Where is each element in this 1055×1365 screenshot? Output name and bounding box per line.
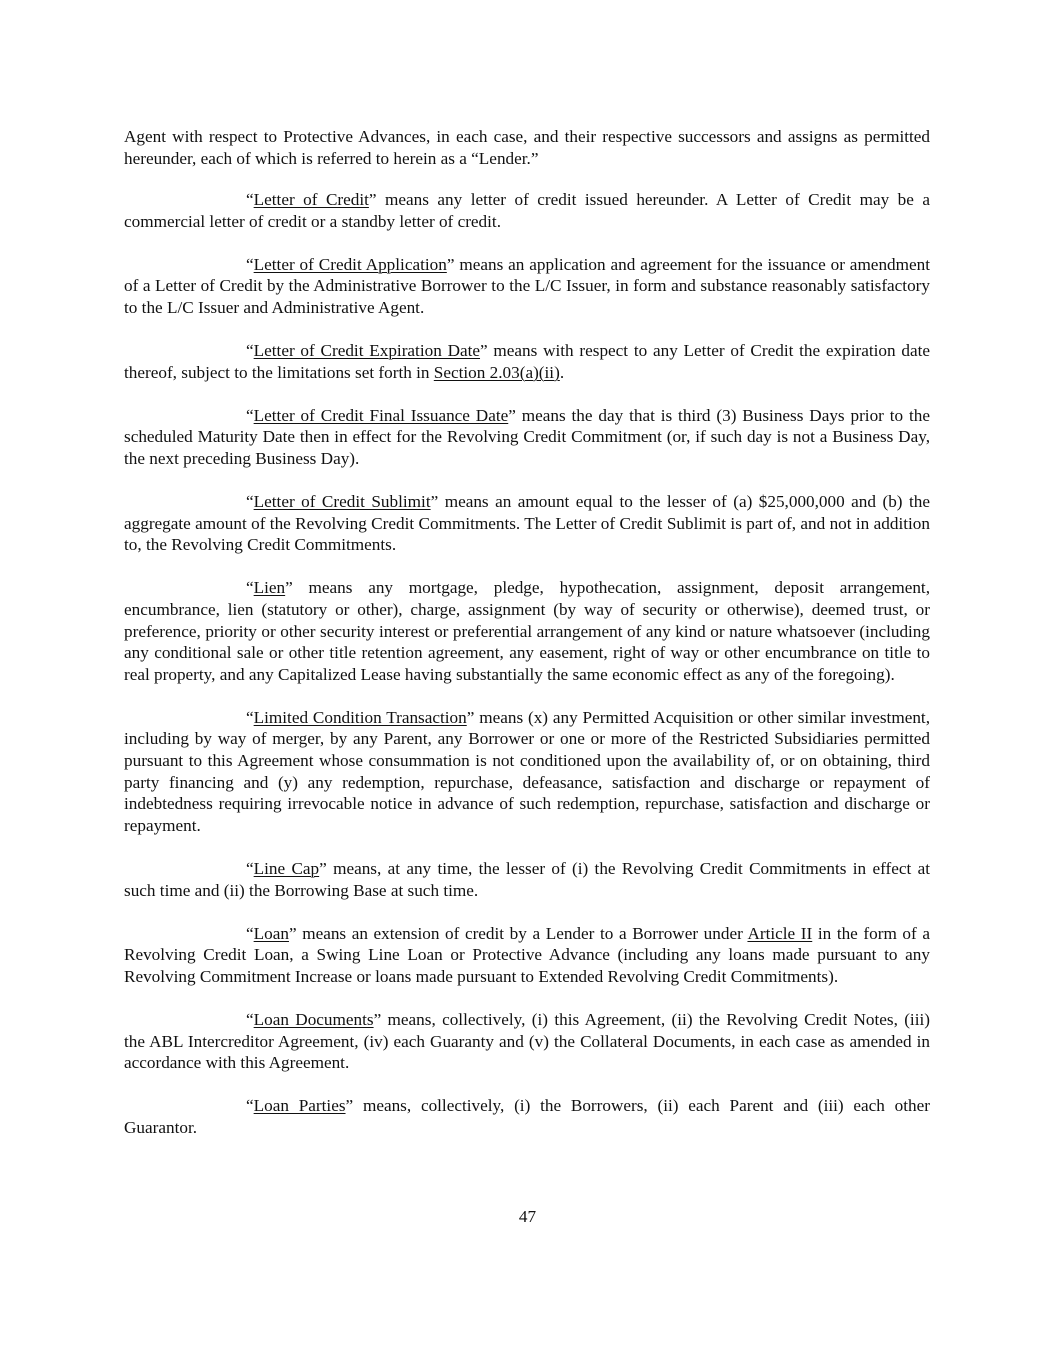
defined-term: Loan Documents	[253, 1009, 374, 1029]
definition-loan-documents: “Loan Documents” means, collectively, (i) this Agreement, (ii) the Revolving Credit Notes, (iii) the ABL Intercreditor Agreement, (iv) each Guaranty and (v) the Collateral Documents, in each case as amended in accordance with this Agreement.	[124, 1009, 930, 1073]
defined-term: Lien	[253, 578, 286, 598]
definition-body: ” means an application and agreement for the issuance or amendment of a Letter of Credit by the Administrative Borrower to the L/C Issuer, in form and substance reasonably satisfactory to the L/C Issuer and Administrative Agent.	[124, 254, 930, 318]
defined-term: Letter of Credit	[253, 190, 369, 210]
definition-letter-of-credit: “Letter of Credit” means any letter of credit issued hereunder. A Letter of Credit may be a commercial letter of credit or a standby letter of credit.	[124, 190, 930, 231]
definition-body: ” means (x) any Permitted Acquisition or other similar investment, including by way of merger, by any Parent, any Borrower or one or more of the Restricted Subsidiaries permitted pursuant to this Agreement whose consummation is not conditioned upon the availability of, or on obtaining, third party financing and (y) any redemption, repurchase, defeasance, satisfaction and discharge or repayment of indebtedness requiring irrevocable notice in advance of such redemption, repurchase, satisfaction and discharge or repayment.	[124, 707, 930, 835]
definition-body: ” means an extension of credit by a Lender to a Borrower under	[288, 923, 748, 943]
defined-term: Loan	[253, 923, 289, 943]
page-number: 47	[518, 1207, 537, 1226]
definition-body: ” means any mortgage, pledge, hypothecation, assignment, deposit arrangement, encumbrance, lien (statutory or other), charge, assignment (by way of security or otherwise), deemed trust, or preference, priority or other security interest or preferential arrangement of any kind or nature whatsoever (including any conditional sale or other title retention agreement, any easement, right of way or other encumbrance on title to real property, and any Capitalized Lease having substantially the same economic effect as any of the foregoing).	[124, 578, 930, 684]
definition-lien: “Lien” means any mortgage, pledge, hypothecation, assignment, deposit arrangement, encumbrance, lien (statutory or other), charge, assignment (by way of security or otherwise), deemed trust, or preference, priority or other security interest or preferential arrangement of any kind or nature whatsoever (including any conditional sale or other title retention agreement, any easement, right of way or other encumbrance on title to real property, and any Capitalized Lease having substantially the same economic effect as any of the foregoing).	[124, 578, 930, 684]
definition-body: ” means an amount equal to the lesser of (a) $25,000,000 and (b) the aggregate amount of the Revolving Credit Commitments. The Letter of Credit Sublimit is part of, and not in addition to, the Revolving Credit Commitments.	[124, 492, 930, 555]
defined-term: Letter of Credit Expiration Date	[253, 341, 481, 361]
definition-letter-of-credit-sublimit: “Letter of Credit Sublimit” means an amount equal to the lesser of (a) $25,000,000 and (b) the aggregate amount of the Revolving Credit Commitments. The Letter of Credit Sublimit is part of, and not in addition to, the Revolving Credit Commitments.	[124, 492, 930, 555]
definition-body: ” means the day that is third (3) Business Days prior to the scheduled Maturity Date then in effect for the Revolving Credit Commitment (or, if such day is not a Business Day, the next preceding Business Day).	[124, 405, 930, 469]
defined-term: Letter of Credit Application	[253, 254, 447, 274]
defined-term: Letter of Credit Sublimit	[253, 492, 431, 512]
definition-body: ” means, collectively, (i) this Agreement, (ii) the Revolving Credit Notes, (iii) the ABL Intercreditor Agreement, (iv) each Guaranty and (v) the Collateral Documents, in each case as amended in accordance with this Agreement.	[124, 1009, 930, 1073]
paragraph-text: Agent with respect to Protective Advances, in each case, and their respective successors and assigns as permitted hereunder, each of which is referred to herein as a “Lender.”	[124, 127, 930, 168]
definition-body: ” means any letter of credit issued hereunder. A Letter of Credit may be a commercial letter of credit or a standby letter of credit.	[124, 190, 930, 231]
definition-loan-parties: “Loan Parties” means, collectively, (i) the Borrowers, (ii) each Parent and (iii) each other Guarantor.	[124, 1096, 930, 1137]
defined-term: Loan Parties	[253, 1096, 346, 1116]
definition-letter-of-credit-expiration-date: “Letter of Credit Expiration Date” means with respect to any Letter of Credit the expiration date thereof, subject to the limitations set forth in Section 2.03(a)(ii).	[124, 341, 930, 382]
paragraph-continuation	[124, 126, 930, 169]
definition-line-cap: “Line Cap” means, at any time, the lesser of (i) the Revolving Credit Commitments in effect at such time and (ii) the Borrowing Base at such time.	[124, 858, 930, 900]
definition-loan: “Loan” means an extension of credit by a Lender to a Borrower under Article II in the form of a Revolving Credit Loan, a Swing Line Loan or Protective Advance (including any loans made pursuant to any Revolving Commitment Increase or loans made pursuant to Extended Revolving Credit Commitments).	[124, 923, 930, 986]
definition-body: ” means with respect to any Letter of Credit the expiration date thereof, subject to the limitations set forth in	[124, 341, 930, 382]
definition-tail: in the form of a Revolving Credit Loan, a Swing Line Loan or Protective Advance (including any loans made pursuant to any Revolving Commitment Increase or loans made pursuant to Extended Revolving Credit Commitments).	[124, 923, 930, 986]
definition-body: ” means, at any time, the lesser of (i) the Revolving Credit Commitments in effect at such time and (ii) the Borrowing Base at such time.	[124, 858, 930, 900]
definition-letter-of-credit-application: “Letter of Credit Application” means an application and agreement for the issuance or amendment of a Letter of Credit by the Administrative Borrower to the L/C Issuer, in form and substance reasonably satisfactory to the L/C Issuer and Administrative Agent.	[124, 254, 930, 318]
defined-term: Letter of Credit Final Issuance Date	[253, 405, 509, 425]
section-reference-link[interactable]: Section 2.03(a)(ii)	[433, 362, 560, 382]
document-page	[124, 126, 930, 1160]
definition-body: ” means, collectively, (i) the Borrowers, (ii) each Parent and (iii) each other Guarantor.	[124, 1096, 930, 1137]
definition-limited-condition-transaction: “Limited Condition Transaction” means (x) any Permitted Acquisition or other similar investment, including by way of merger, by any Parent, any Borrower or one or more of the Restricted Subsidiaries permitted pursuant to this Agreement whose consummation is not conditioned upon the availability of, or on obtaining, third party financing and (y) any redemption, repurchase, defeasance, satisfaction and discharge or repayment of indebtedness requiring irrevocable notice in advance of such redemption, repurchase, satisfaction and discharge or repayment.	[124, 707, 930, 835]
definition-tail: .	[559, 362, 565, 382]
definition-letter-of-credit-final-issuance-date: “Letter of Credit Final Issuance Date” means the day that is third (3) Business Days prior to the scheduled Maturity Date then in effect for the Revolving Credit Commitment (or, if such day is not a Business Day, the next preceding Business Day).	[124, 405, 930, 469]
defined-term: Line Cap	[253, 858, 320, 878]
defined-term: Limited Condition Transaction	[253, 707, 467, 727]
article-reference-link[interactable]: Article II	[747, 923, 813, 943]
